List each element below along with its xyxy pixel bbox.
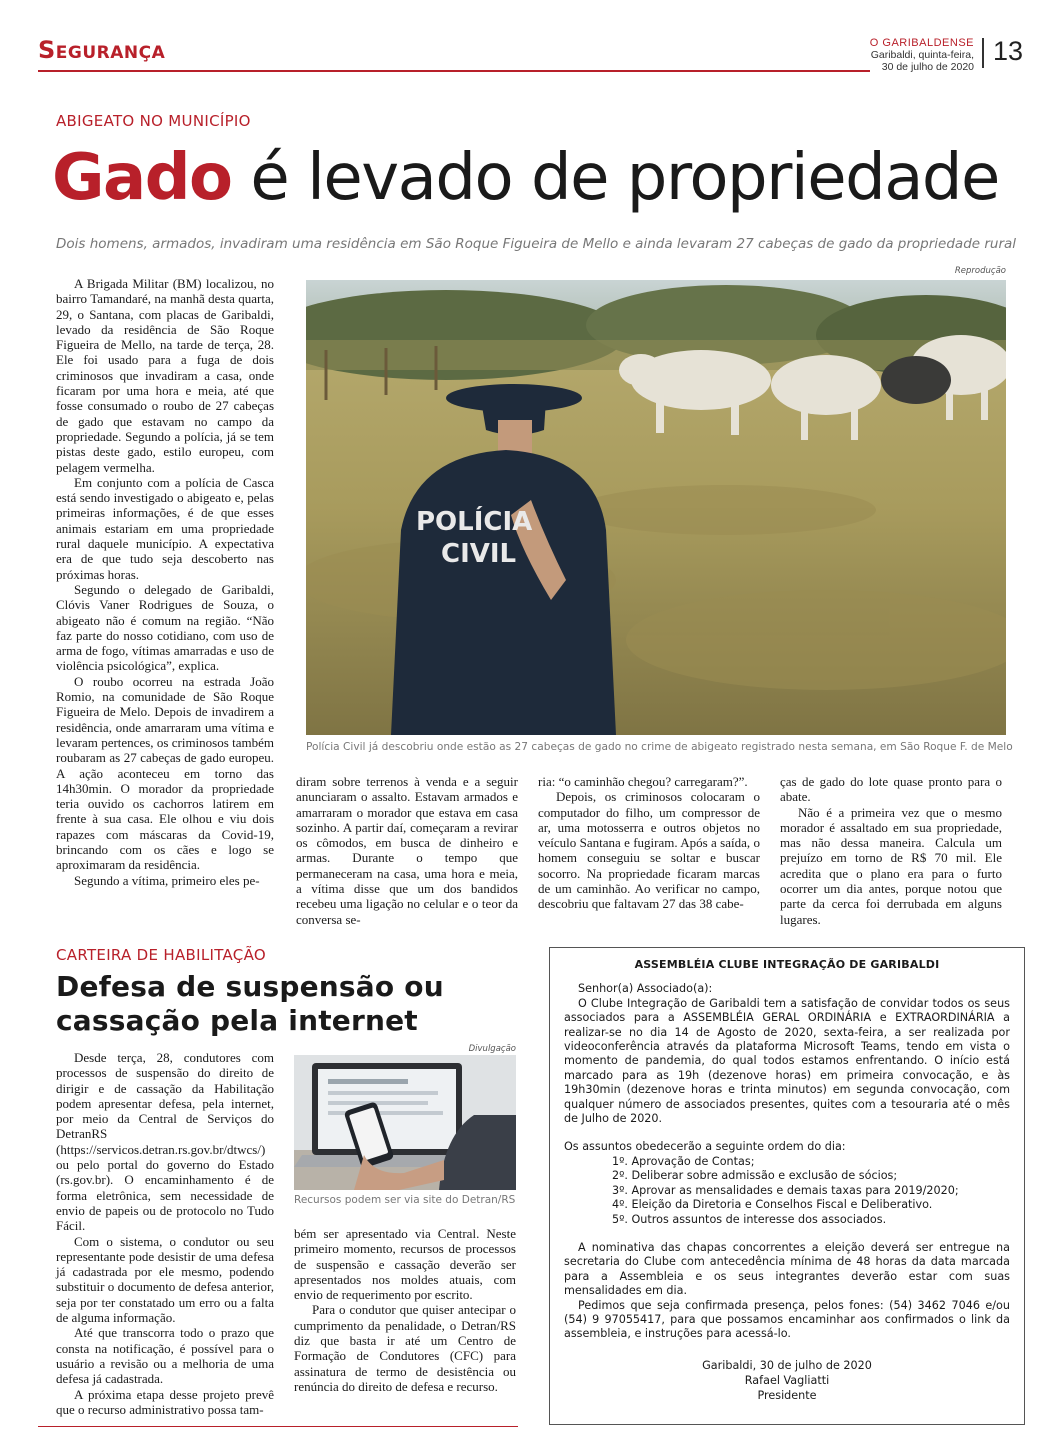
section-divider — [38, 70, 870, 72]
paragraph: A próxima etapa desse projeto prevê que o recurso administrativo possa tam- — [56, 1386, 274, 1417]
section-label: Segurança — [38, 36, 166, 64]
article2-kicker: CARTEIRA DE HABILITAÇÃO — [56, 946, 266, 964]
article1-column-2 — [296, 774, 518, 927]
paragraph: Não é a primeira vez que o mesmo morador é assaltado em sua propriedade, mas não dessa maneira. Calcula um prejuízo em torno de R$ 70 mil. Ele acredita que o plano era para o furto ocorrer um dia antes, porque notou que parte da cerca foi derrubada em alguns lugares. — [780, 804, 1002, 927]
date-line-2: 30 de julho de 2020 — [881, 61, 974, 73]
article2-column-1 — [56, 1050, 274, 1417]
notice-signature — [564, 1358, 1010, 1403]
article1-subhead: Dois homens, armados, invadiram uma residência em São Roque Figueira de Mello e ainda levaram 27 cabeças de gado da propriedade rural — [56, 236, 1017, 252]
notice-agenda-intro: Os assuntos obedecerão a seguinte ordem do dia: — [564, 1140, 846, 1154]
police-cattle-photo — [306, 280, 1006, 735]
headline-highlight: Gado — [52, 141, 232, 215]
article1-column-1 — [56, 276, 274, 888]
agenda-item: 4º. Eleição da Diretoria e Conselhos Fiscal e Deliberativo. — [612, 1198, 933, 1212]
paragraph: Depois, os criminosos colocaram o computador do filho, um compressor de ar, uma motosserra e outros objetos no veículo Santana e fugiram. Após a saída, o homem conseguiu se soltar e buscar socorro. Na propriedade ficaram marcas de um caminhão. Ao verificar no campo, descobriu que faltavam 27 das 38 cabe- — [538, 789, 760, 912]
agenda-item: 1º. Aprovação de Contas; — [612, 1154, 755, 1168]
agenda-item: 2º. Deliberar sobre admissão e exclusão de sócios; — [612, 1169, 898, 1183]
article1-kicker: ABIGEATO NO MUNICÍPIO — [56, 112, 251, 130]
agenda-item: 5º. Outros assuntos de interesse dos associados. — [612, 1212, 887, 1226]
paper-name: O GARIBALDENSE — [869, 37, 974, 49]
paragraph: O roubo ocorreu na estrada João Romio, na comunidade de São Roque Figueira de Melo. Depois de invadirem a residência, onde amarraram uma vítima e levaram pertences, os criminosos também roubaram as 27 cabeças de gado europeu. A ação aconteceu em torno das 14h30min. O morador da propriedade teria ouvido os cachorros latirem em frente à sua casa. Ele olhou e viu dois rapazes com máscaras da Covid-19, brincando com os cães e logo se aproximaram da residência. — [56, 673, 274, 873]
masthead — [870, 37, 974, 73]
agenda-item: 3º. Aprovar as mensalidades e demais taxas para 2019/2020; — [612, 1183, 959, 1197]
photo-caption: Recursos podem ser via site do Detran/RS — [294, 1194, 516, 1206]
paragraph: diram sobre terrenos à venda e a seguir anunciaram o assalto. Estavam armados e amarraram o morador que estava em casa sozinho. A partir daí, começaram a revirar os cômodos, em busca de dinheiro e armas. Durante o tempo que permaneceram na casa, uma hora e meia, a vítima disse que um dos bandidos recebeu uma ligação no celular e o teor da conversa se- — [296, 774, 518, 927]
notice-paragraph: A nominativa das chapas concorrentes a eleição deverá ser entregue na secretaria do Clube com antecedência mínima de 48 horas da data marcada para a Assembleia e os seus integrantes deverão estar com suas mensalidades em dia. — [564, 1240, 1010, 1298]
article1-headline — [52, 136, 999, 220]
paragraph: Segundo o delegado de Garibaldi, Clóvis Vaner Rodrigues de Souza, o abigeato não é comum na região. “Não faz parte do nosso cotidiano, com uso de arma de fogo, vítimas amarradas e uso de violência psicológica”, explica. — [56, 581, 274, 674]
headline-line-1: Defesa de suspensão ou — [56, 970, 444, 1003]
page-number: 13 — [993, 36, 1024, 66]
headline-rest: é levado de propriedade — [231, 141, 999, 215]
notice-agenda-list — [564, 1155, 1010, 1227]
paragraph: Para o condutor que quiser antecipar o cumprimento da penalidade, o Detran/RS diz que basta ir até um Centro de Formação de Condutores (CFC) para assinatura de termo de desistência ou renúncia do direito de defesa e recurso. — [294, 1302, 516, 1394]
date-line-1: Garibaldi, quinta-feira, — [870, 49, 974, 61]
vest-text-line-2: CIVIL — [441, 539, 517, 569]
page-number-divider — [982, 38, 984, 68]
notice-paragraph: Pedimos que seja confirmada presença, pelos fones: (54) 3462 7046 e/ou (54) 9 97055417, para que possamos encaminhar aos confirmados o link da assembleia, e instruções para acessá-lo. — [564, 1298, 1010, 1341]
signature-name: Rafael Vagliatti — [744, 1373, 830, 1387]
notice-paragraph: O Clube Integração de Garibaldi tem a satisfação de convidar todos os seus associados para a ASSEMBLÉIA GERAL ORDINÁRIA e EXTRAORDINÁRIA a realizar-se no dia 14 de Agosto de 2020, sexta-feira, a ser realizada por videoconferência através da plataforma Microsoft Teams, tendo em vista o momento de pandemia, do qual todos estamos enfrentando. O início está marcado para as 19h (dezenove horas) em primeira convocação, e às 19h30min (dezenove horas e trinta minutos) em segunda convocação, com qualquer número de associados presentes, quites com a tesouraria até o mês de Julho de 2020. — [564, 996, 1010, 1126]
paragraph: ças de gado do lote quase pronto para o abate. — [780, 774, 1002, 805]
headline-line-2: cassação pela internet — [56, 1004, 418, 1037]
photo-caption: Polícia Civil já descobriu onde estão as 27 cabeças de gado no crime de abigeato registrado nesta semana, em São Roque F. de Melo — [306, 741, 1013, 753]
article2-headline — [56, 970, 516, 1038]
signature-title: Presidente — [757, 1388, 817, 1402]
bottom-divider — [38, 1426, 518, 1427]
paragraph: Com o sistema, o condutor ou seu representante pode desistir de uma defesa já cadastrada por ele mesmo, podendo substituir o documento de defesa anterior, seja por ter constatado um erro ou a falta de alguma informação. — [56, 1233, 274, 1326]
paragraph: ria: “o caminhão chegou? carregaram?”. — [538, 774, 748, 789]
laptop-phone-photo — [294, 1055, 516, 1190]
paragraph: Em conjunto com a polícia de Casca está sendo investigado o abigeato e, pelas primeiras informações, é de que esses animais estariam em uma propriedade rural daquele município. A expectativa era de que tudo seja descoberto nas próximas horas. — [56, 474, 274, 582]
vest-text-line-1: POLÍCIA — [416, 507, 533, 537]
photo-credit: Divulgação — [468, 1044, 516, 1054]
paragraph: Desde terça, 28, condutores com processos de suspensão do direito de dirigir e de cassação da Habilitação podem apresentar defesa, pela internet, por meio da Central de Serviços do DetranRS (https://servicos.detran.rs.gov.br/dtwcs/) ou pelo portal do governo do Estado (rs.gov.br). O encaminhamento é de forma eletrônica, sem necessidade de envio de papeis ou de protocolo no Tudo Fácil. — [56, 1050, 274, 1234]
paragraph: Até que transcorra todo o prazo que consta na notificação, é possível para o usuário a revisão ou a melhoria de uma defesa já cadastrada. — [56, 1325, 274, 1387]
signature-date: Garibaldi, 30 de julho de 2020 — [702, 1358, 872, 1372]
article1-column-3 — [538, 774, 760, 912]
notice-salutation: Senhor(a) Associado(a): — [578, 982, 713, 996]
article2-column-2 — [294, 1226, 516, 1394]
paragraph: Segundo a vítima, primeiro eles pe- — [74, 872, 260, 888]
assembly-notice — [549, 947, 1025, 1425]
paragraph: bém ser apresentado via Central. Neste primeiro momento, recursos de processos de suspensão e cassação deverão ser apresentados nos moldes atuais, com envio de requerimento por escrito. — [294, 1226, 516, 1303]
paragraph: A Brigada Militar (BM) localizou, no bairro Tamandaré, na manhã desta quarta, 29, o Santana, com placas de Garibaldi, levado da residência de São Roque Figueira de Mello, na tarde de terça, 28. Ele foi usado para a fuga de dois criminosos que invadiram a casa, onde ficaram por uma hora e meia, até que fosse consumado o roubo de 27 cabeças de gado que estavam no campo da propriedade. Segundo a polícia, já se tem pistas deste gado, estilo europeu, com pelagem vermelha. — [56, 276, 274, 475]
photo-credit: Reprodução — [954, 266, 1006, 276]
notice-title: ASSEMBLÉIA CLUBE INTEGRAÇÃO DE GARIBALDI — [634, 958, 940, 971]
article1-column-4 — [780, 774, 1002, 927]
